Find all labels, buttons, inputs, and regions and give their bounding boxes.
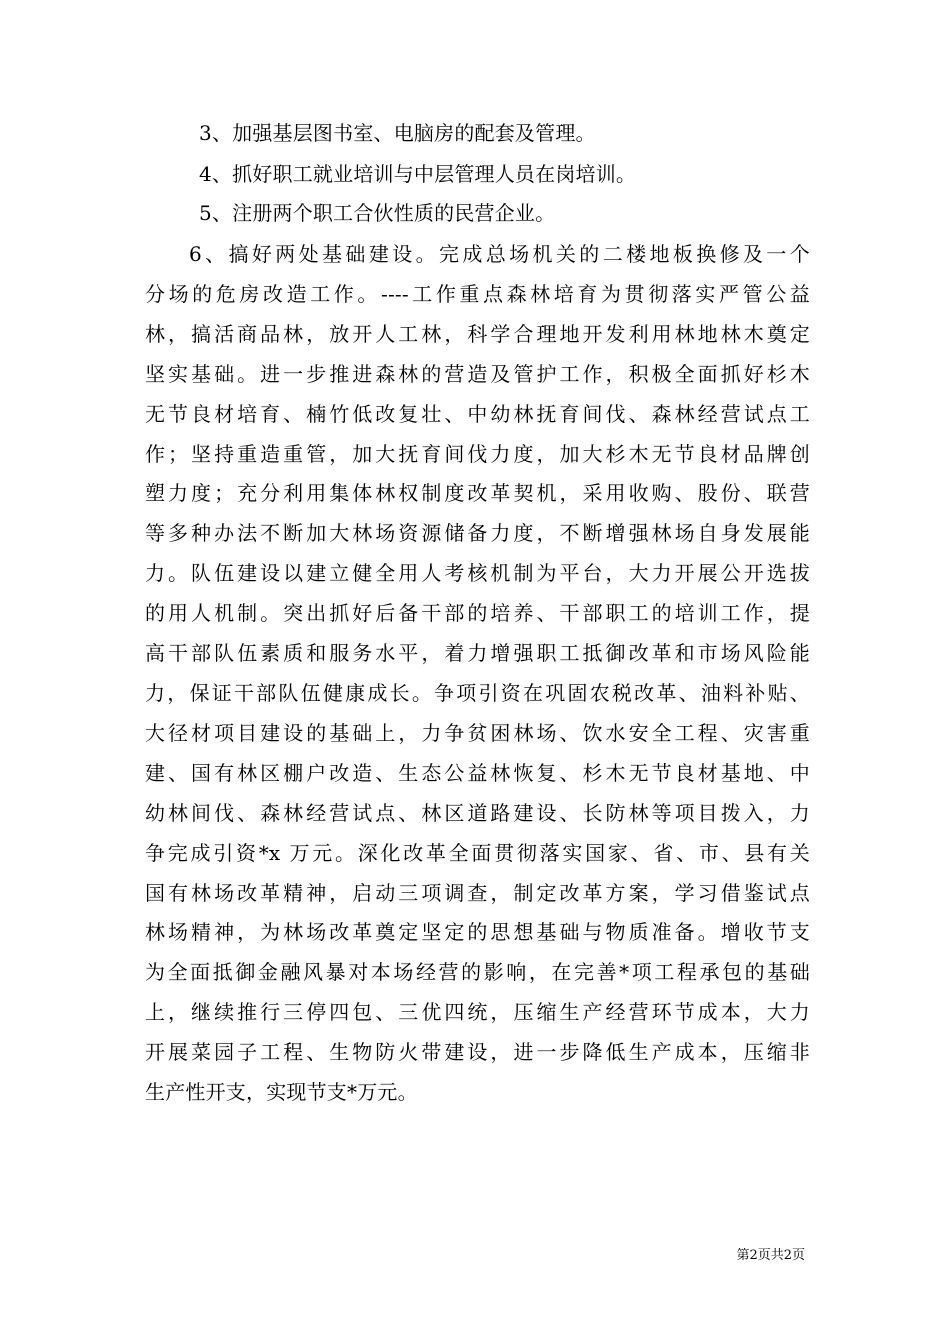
paragraph-line: 等多种办法不断加大林场资源储备力度，不断增强林场自身发展能	[145, 521, 810, 546]
paragraph-line: 上，继续推行三停四包、三优四统，压缩生产经营环节成本，大力	[145, 1000, 810, 1025]
paragraph-line: 的用人机制。突出抓好后备干部的培养、干部职工的培训工作，提	[145, 601, 810, 626]
paragraph-line: 塑力度；充分利用集体林权制度改革契机，采用收购、股份、联营	[145, 481, 810, 506]
paragraph-line: 大径材项目建设的基础上，力争贫困林场、饮水安全工程、灾害重	[145, 720, 810, 745]
paragraph-line: 作；坚持重造重管，加大抚育间伐力度，加大杉木无节良材品牌创	[145, 441, 810, 466]
paragraph-line: 生产性开支，实现节支*万元。	[145, 1080, 418, 1105]
paragraph-line: 为全面抵御金融风暴对本场经营的影响，在完善*项工程承包的基础	[145, 960, 810, 985]
paragraph-line: 无节良材培育、楠竹低改复壮、中幼林抚育间伐、森林经营试点工	[145, 401, 810, 426]
body-paragraph	[145, 235, 810, 1113]
paragraph-line: 坚实基础。进一步推进森林的营造及管护工作，积极全面抓好杉木	[145, 361, 810, 386]
paragraph-line: 林场精神，为林场改革奠定坚定的思想基础与物质准备。增收节支	[145, 920, 810, 945]
paragraph-line: 高干部队伍素质和服务水平，着力增强职工抵御改革和市场风险能	[145, 641, 810, 666]
list-item-4: 4、抓好职工就业培训与中层管理人员在岗培训。	[199, 162, 637, 186]
paragraph-line: 林，搞活商品林，放开人工林，科学合理地开发利用林地林木奠定	[145, 321, 810, 346]
list-item-3: 3、加强基层图书室、电脑房的配套及管理。	[199, 121, 596, 145]
list-item-5: 5、注册两个职工合伙性质的民营企业。	[199, 201, 556, 225]
paragraph-line: 开展菜园子工程、生物防火带建设，进一步降低生产成本，压缩非	[145, 1040, 810, 1065]
paragraph-line: 力。队伍建设以建立健全用人考核机制为平台，大力开展公开选拔	[145, 561, 810, 586]
page-number: 第2页共2页	[736, 1248, 805, 1263]
paragraph-line: 力，保证干部队伍健康成长。争项引资在巩固农税改革、油料补贴、	[145, 680, 810, 705]
paragraph-line: 建、国有林区棚户改造、生态公益林恢复、杉木无节良材基地、中	[145, 760, 810, 785]
paragraph-line: 6、搞好两处基础建设。完成总场机关的二楼地板换修及一个	[189, 242, 810, 266]
paragraph-line: 分场的危房改造工作。----工作重点森林培育为贯彻落实严管公益	[145, 281, 810, 306]
paragraph-line: 争完成引资*x 万元。深化改革全面贯彻落实国家、省、市、县有关	[145, 840, 810, 865]
paragraph-line: 国有林场改革精神，启动三项调查，制定改革方案，学习借鉴试点	[145, 880, 810, 905]
paragraph-line: 幼林间伐、森林经营试点、林区道路建设、长防林等项目拨入，力	[145, 800, 810, 825]
